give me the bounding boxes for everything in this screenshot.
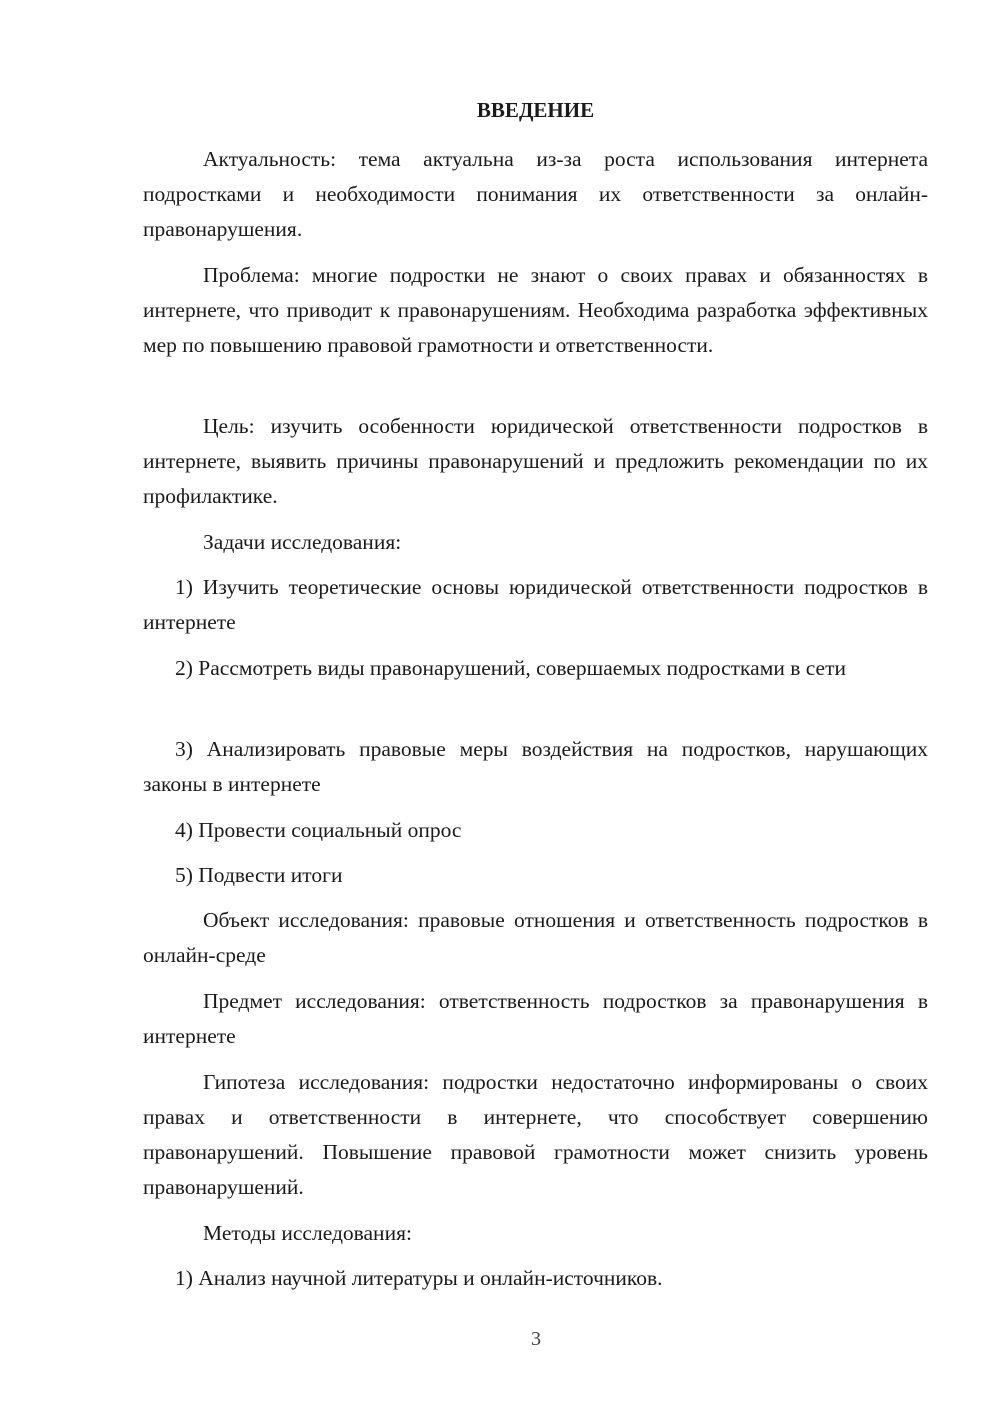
paragraph-relevance: Актуальность: тема актуальна из-за роста использования интернета подростками и необходимости понимания их ответственности за онлайн-правонарушения. xyxy=(143,147,928,241)
list-item-method-1: 1) Анализ научной литературы и онлайн-источников. xyxy=(175,1266,663,1290)
paragraph-problem: Проблема: многие подростки не знают о своих правах и обязанностях в интернете, что приводит к правонарушениям. Необходима разработка эффективных мер по повышению правовой грамотности и ответственности. xyxy=(143,263,928,357)
paragraph-subject: Предмет исследования: ответственность подростков за правонарушения в интернете xyxy=(143,989,928,1048)
section-title: ВВЕДЕНИЕ xyxy=(476,98,595,122)
list-item-task-5: 5) Подвести итоги xyxy=(175,863,343,887)
paragraph-tasks-heading: Задачи исследования: xyxy=(203,530,402,554)
list-item-task-2: 2) Рассмотреть виды правонарушений, совершаемых подростками в сети xyxy=(175,656,846,680)
page-number: 3 xyxy=(531,1328,541,1350)
paragraph-hypothesis: Гипотеза исследования: подростки недостаточно информированы о своих правах и ответственности в интернете, что способствует совершению правонарушений. Повышение правовой грамотности может снизить уровень правонарушений. xyxy=(143,1070,928,1199)
list-item-task-1: 1) Изучить теоретические основы юридической ответственности подростков в интернете xyxy=(143,575,928,634)
paragraph-goal: Цель: изучить особенности юридической ответственности подростков в интернете, выявить причины правонарушений и предложить рекомендации по их профилактике. xyxy=(143,414,928,508)
paragraph-methods-heading: Методы исследования: xyxy=(203,1221,412,1245)
list-item-task-3: 3) Анализировать правовые меры воздействия на подростков, нарушающих законы в интернете xyxy=(143,737,928,796)
list-item-task-4: 4) Провести социальный опрос xyxy=(175,818,462,842)
paragraph-object: Объект исследования: правовые отношения и ответственность подростков в онлайн-среде xyxy=(143,908,928,967)
